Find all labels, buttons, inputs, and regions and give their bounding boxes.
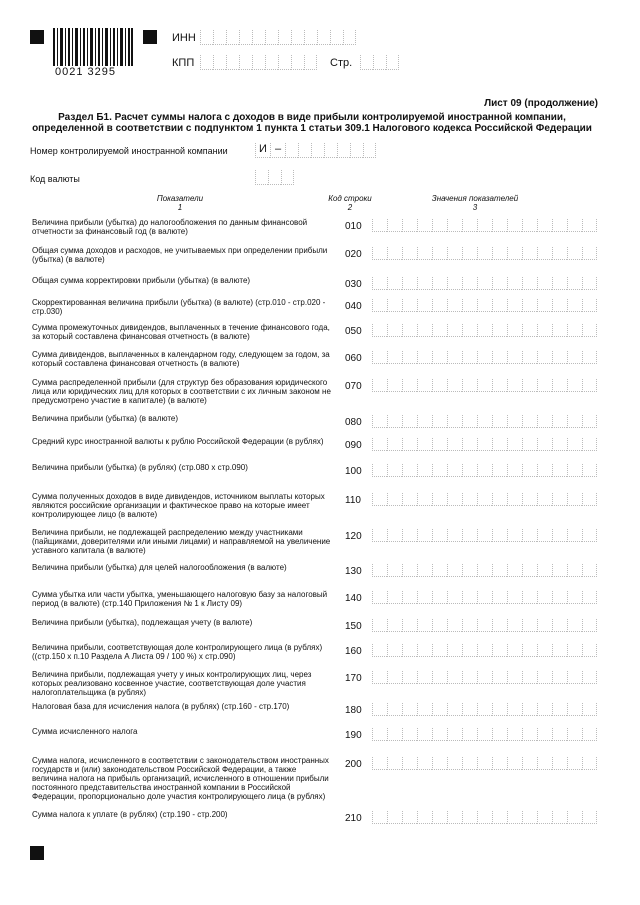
row-label: Сумма полученных доходов в виде дивидендов, источником выплаты которых являются российские организации и фактическое право на которые имеет контролирующее лицо (в валюте) <box>32 492 325 519</box>
row-code: 170 <box>345 673 362 684</box>
company-number-dash: – <box>270 143 285 158</box>
row-value-field[interactable] <box>372 299 597 312</box>
row-code: 030 <box>345 279 362 290</box>
row-label: Сумма промежуточных дивидендов, выплаченных в течение финансового года, за который составлена финансовая отчетность (в валюте) <box>32 323 330 341</box>
row-code: 080 <box>345 417 362 428</box>
row-label: Налоговая база для исчисления налога (в рублях) (стр.160 - стр.170) <box>32 702 290 711</box>
section-title: Раздел Б1. Расчет суммы налога с доходов в виде прибыли контролируемой иностранной компании, определенной в соответствии с подпунктом 1 пункта 1 статьи 309.1 Налогового кодекса Российской Федерации <box>32 112 592 134</box>
row-value-field[interactable] <box>372 671 597 684</box>
row-label: Общая сумма корректировки прибыли (убытка) (в валюте) <box>32 276 251 285</box>
row-value-field[interactable] <box>372 379 597 392</box>
col-indicators-header: Показатели 1 <box>156 194 204 212</box>
row-value-field[interactable] <box>372 644 597 657</box>
row-label: Величина прибыли (убытка) (в валюте) <box>32 414 179 423</box>
row-label: Величина прибыли, подлежащая учету у иных контролирующих лиц, через которых реализовано косвенное участие, соответствующая доле участия налогоплательщика (в рублях) <box>32 670 312 697</box>
row-value-field[interactable] <box>372 757 597 770</box>
row-label: Величина прибыли (убытка) (в рублях) (стр.080 x стр.090) <box>32 463 248 472</box>
row-label: Величина прибыли (убытка), подлежащая учету (в валюте) <box>32 618 253 627</box>
row-code: 070 <box>345 381 362 392</box>
row-label: Сумма дивидендов, выплаченных в календарном году, следующем за годом, за который составлена финансовая отчетность (в валюте) <box>32 350 330 368</box>
row-code: 130 <box>345 566 362 577</box>
row-value-field[interactable] <box>372 728 597 741</box>
row-code: 180 <box>345 705 362 716</box>
inn-field[interactable] <box>200 30 356 45</box>
row-value-field[interactable] <box>372 811 597 824</box>
row-code: 160 <box>345 646 362 657</box>
page-field[interactable] <box>360 55 399 70</box>
row-code: 060 <box>345 353 362 364</box>
barcode <box>53 28 133 68</box>
row-value-field[interactable] <box>372 324 597 337</box>
row-value-field[interactable] <box>372 564 597 577</box>
row-value-field[interactable] <box>372 219 597 232</box>
row-code: 020 <box>345 249 362 260</box>
page-label: Стр. <box>330 57 353 69</box>
inn-label: ИНН <box>172 32 196 44</box>
row-value-field[interactable] <box>372 438 597 451</box>
row-code: 140 <box>345 593 362 604</box>
row-code: 150 <box>345 621 362 632</box>
row-code: 210 <box>345 813 362 824</box>
currency-code-label: Код валюты <box>30 174 80 184</box>
row-label: Сумма убытка или части убытка, уменьшающего налоговую базу за налоговый период (в валюте) (стр.140 Приложения № 1 к Листу 09) <box>32 590 328 608</box>
row-value-field[interactable] <box>372 415 597 428</box>
kpp-field[interactable] <box>200 55 317 70</box>
row-label: Величина прибыли (убытка) до налогообложения по данным финансовой отчетности за финансовый год (в валюте) <box>32 218 308 236</box>
row-code: 040 <box>345 301 362 312</box>
row-label: Общая сумма доходов и расходов, не учитываемых при определении прибыли (убытка) (в валюте) <box>32 246 328 264</box>
row-label: Скорректированная величина прибыли (убытка) (в валюте) (стр.010 - стр.020 - стр.030) <box>32 298 326 316</box>
row-label: Средний курс иностранной валюты к рублю Российской Федерации (в рублях) <box>32 437 324 446</box>
row-label: Сумма налога к уплате (в рублях) (стр.190 - стр.200) <box>32 810 228 819</box>
row-label: Величина прибыли, не подлежащей распределению между участниками (пайщиками, доверителями или иными лицами) и направляемой на увеличение уставного капитала (в валюте) <box>32 528 331 555</box>
row-value-field[interactable] <box>372 247 597 260</box>
corner-marker-bottom-left <box>30 846 44 860</box>
row-code: 050 <box>345 326 362 337</box>
row-code: 010 <box>345 221 362 232</box>
corner-marker-top-left <box>30 30 44 44</box>
row-code: 110 <box>345 495 361 506</box>
row-value-field[interactable] <box>372 703 597 716</box>
kpp-label: КПП <box>172 57 195 69</box>
col-code-header: Код строки 2 <box>328 194 372 212</box>
sheet-label: Лист 09 (продолжение) <box>484 98 598 109</box>
row-code: 120 <box>345 531 362 542</box>
row-code: 200 <box>345 759 362 770</box>
row-value-field[interactable] <box>372 619 597 632</box>
company-number-prefix: И <box>255 143 270 158</box>
row-value-field[interactable] <box>372 529 597 542</box>
row-value-field[interactable] <box>372 277 597 290</box>
row-value-field[interactable] <box>372 464 597 477</box>
row-value-field[interactable] <box>372 493 597 506</box>
row-value-field[interactable] <box>372 591 597 604</box>
barcode-icon <box>53 28 133 68</box>
currency-code-field[interactable] <box>255 170 294 185</box>
row-label: Величина прибыли, соответствующая доле контролирующего лица (в рублях) ((стр.150 x п.10 Раздела А Листа 09 / 100 %) x стр.090) <box>32 643 323 661</box>
barcode-number: 0021 3295 <box>55 66 116 78</box>
row-code: 090 <box>345 440 362 451</box>
row-label: Сумма налога, исчисленного в соответствии с законодательством иностранных государств и (или) законодательством Российской Федерации, а также величина налога на прибыль организаций, исчисленного в отношении прибыли постоянного представительства иностранной компании в Российской Федерации, пропорционально доле участия контролирующего лица (в рублях) <box>32 756 329 801</box>
company-number-field[interactable] <box>255 143 376 158</box>
row-value-field[interactable] <box>372 351 597 364</box>
row-label: Величина прибыли (убытка) для целей налогообложения (в валюте) <box>32 563 287 572</box>
col-values-header: Значения показателей 3 <box>431 194 519 212</box>
row-label: Сумма распределенной прибыли (для структур без образования юридического лица или юридических лиц для которых в соответствии с их личным законом не предусмотрено участие в капитале) (в валюте) <box>32 378 331 405</box>
row-code: 100 <box>345 466 362 477</box>
row-code: 190 <box>345 730 362 741</box>
company-number-label: Номер контролируемой иностранной компании <box>30 146 228 156</box>
row-label: Сумма исчисленного налога <box>32 727 138 736</box>
corner-marker-top-mid <box>143 30 157 44</box>
